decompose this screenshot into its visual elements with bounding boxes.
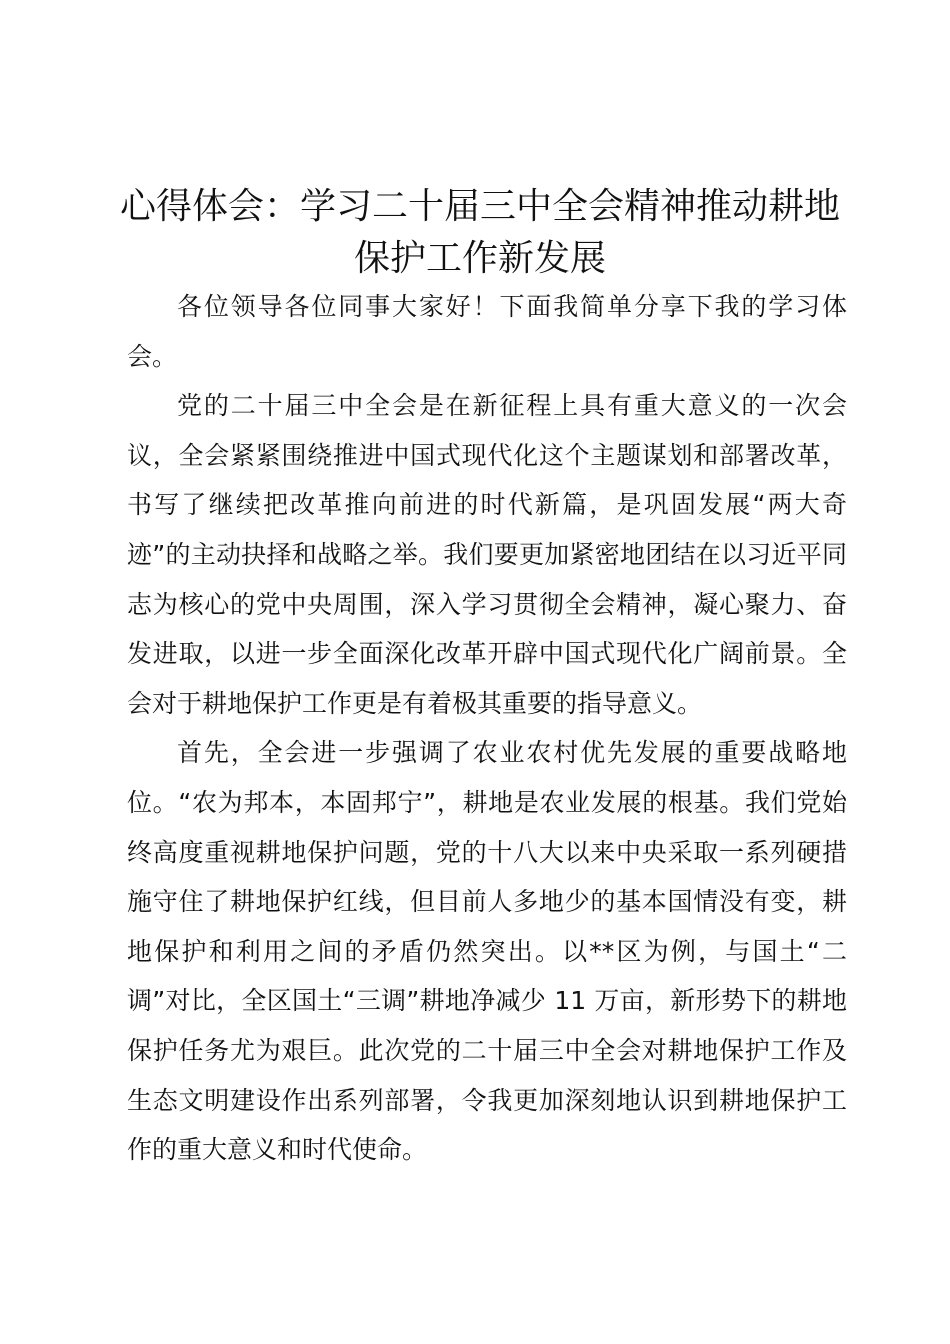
document-title	[100, 181, 860, 285]
document-body	[127, 282, 847, 1175]
paragraph-greeting: 各位领导各位同事大家好！下面我简单分享下我的学习体会。	[127, 292, 847, 371]
paragraph-plenum-significance: 党的二十届三中全会是在新征程上具有重大意义的一次会议，全会紧紧围绕推进中国式现代化这个主题谋划和部署改革，书写了继续把改革推向前进的时代新篇，是巩固发展“两大奇迹”的主动抉择和战略之举。我们要更加紧密地团结在以习近平同志为核心的党中央周围，深入学习贯彻全会精神，凝心聚力、奋发进取，以进一步全面深化改革开辟中国式现代化广阔前景。全会对于耕地保护工作更是有着极其重要的指导意义。	[127, 391, 847, 718]
title-line-2: 保护工作新发展	[353, 238, 606, 279]
paragraph-agriculture-priority: 首先，全会进一步强调了农业农村优先发展的重要战略地位。“农为邦本，本固邦宁”，耕地是农业发展的根基。我们党始终高度重视耕地保护问题，党的十八大以来中央采取一系列硬措施守住了耕地保护红线，但目前人多地少的基本国情没有变，耕地保护和利用之间的矛盾仍然突出。以**区为例，与国土“二调”对比，全区国土“三调”耕地净减少 11 万亩，新形势下的耕地保护任务尤为艰巨。此次党的二十届三中全会对耕地保护工作及生态文明建设作出系列部署，令我更加深刻地认识到耕地保护工作的重大意义和时代使命。	[127, 738, 847, 1165]
title-line-1: 心得体会：学习二十届三中全会精神推动耕地	[119, 186, 840, 227]
